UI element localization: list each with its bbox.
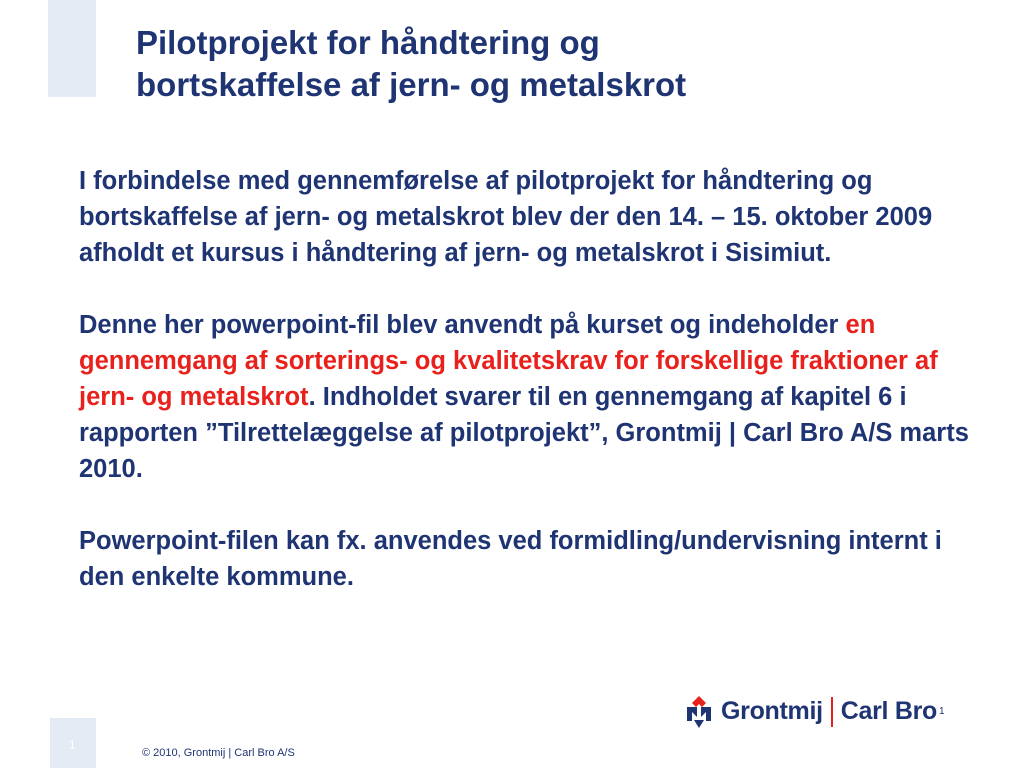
paragraph-2-text-before: Denne her powerpoint-fil blev anvendt på kurset og indeholder: [79, 311, 846, 339]
logo-wordmark: [721, 697, 937, 727]
paragraph-2-highlight: en gennemgang af sorterings- og kvalitetskrav for forskellige fraktioner af jern- og metalskrot: [79, 311, 938, 411]
slide-title-line-1: Pilotprojekt for håndtering og: [136, 24, 600, 61]
copyright-footer: © 2010, Grontmij | Carl Bro A/S: [142, 747, 295, 759]
company-logo: [684, 692, 945, 732]
grontmij-logo-icon: [684, 695, 714, 729]
slide-body: [79, 163, 989, 595]
paragraph-course-intro: I forbindelse med gennemførelse af pilotprojekt for håndtering og bortskaffelse af jern- og metalskrot blev der den 14. – 15. oktober 2009 afholdt et kursus i håndtering af jern- og metalskrot i Sisimiut.: [79, 167, 933, 267]
logo-name-grontmij: Grontmij: [721, 696, 823, 725]
logo-page-marker: 1: [939, 706, 945, 717]
logo-separator: [831, 697, 833, 727]
top-accent-bar: [48, 0, 96, 97]
paragraph-2-text-after: . Indholdet svarer til en gennemgang af kapitel 6 i rapporten ”Tilrettelæggelse af pilotprojekt”, Grontmij | Carl Bro A/S marts 2010.: [79, 383, 969, 483]
slide-title-line-2: bortskaffelse af jern- og metalskrot: [136, 66, 687, 103]
slide-number: 1: [69, 738, 76, 752]
paragraph-presentation-content: [79, 307, 989, 487]
logo-name-carl-bro: Carl Bro: [840, 696, 937, 725]
paragraph-usage-note: Powerpoint-filen kan fx. anvendes ved formidling/undervisning internt i den enkelte kommune.: [79, 527, 942, 591]
slide-title: [136, 22, 956, 106]
